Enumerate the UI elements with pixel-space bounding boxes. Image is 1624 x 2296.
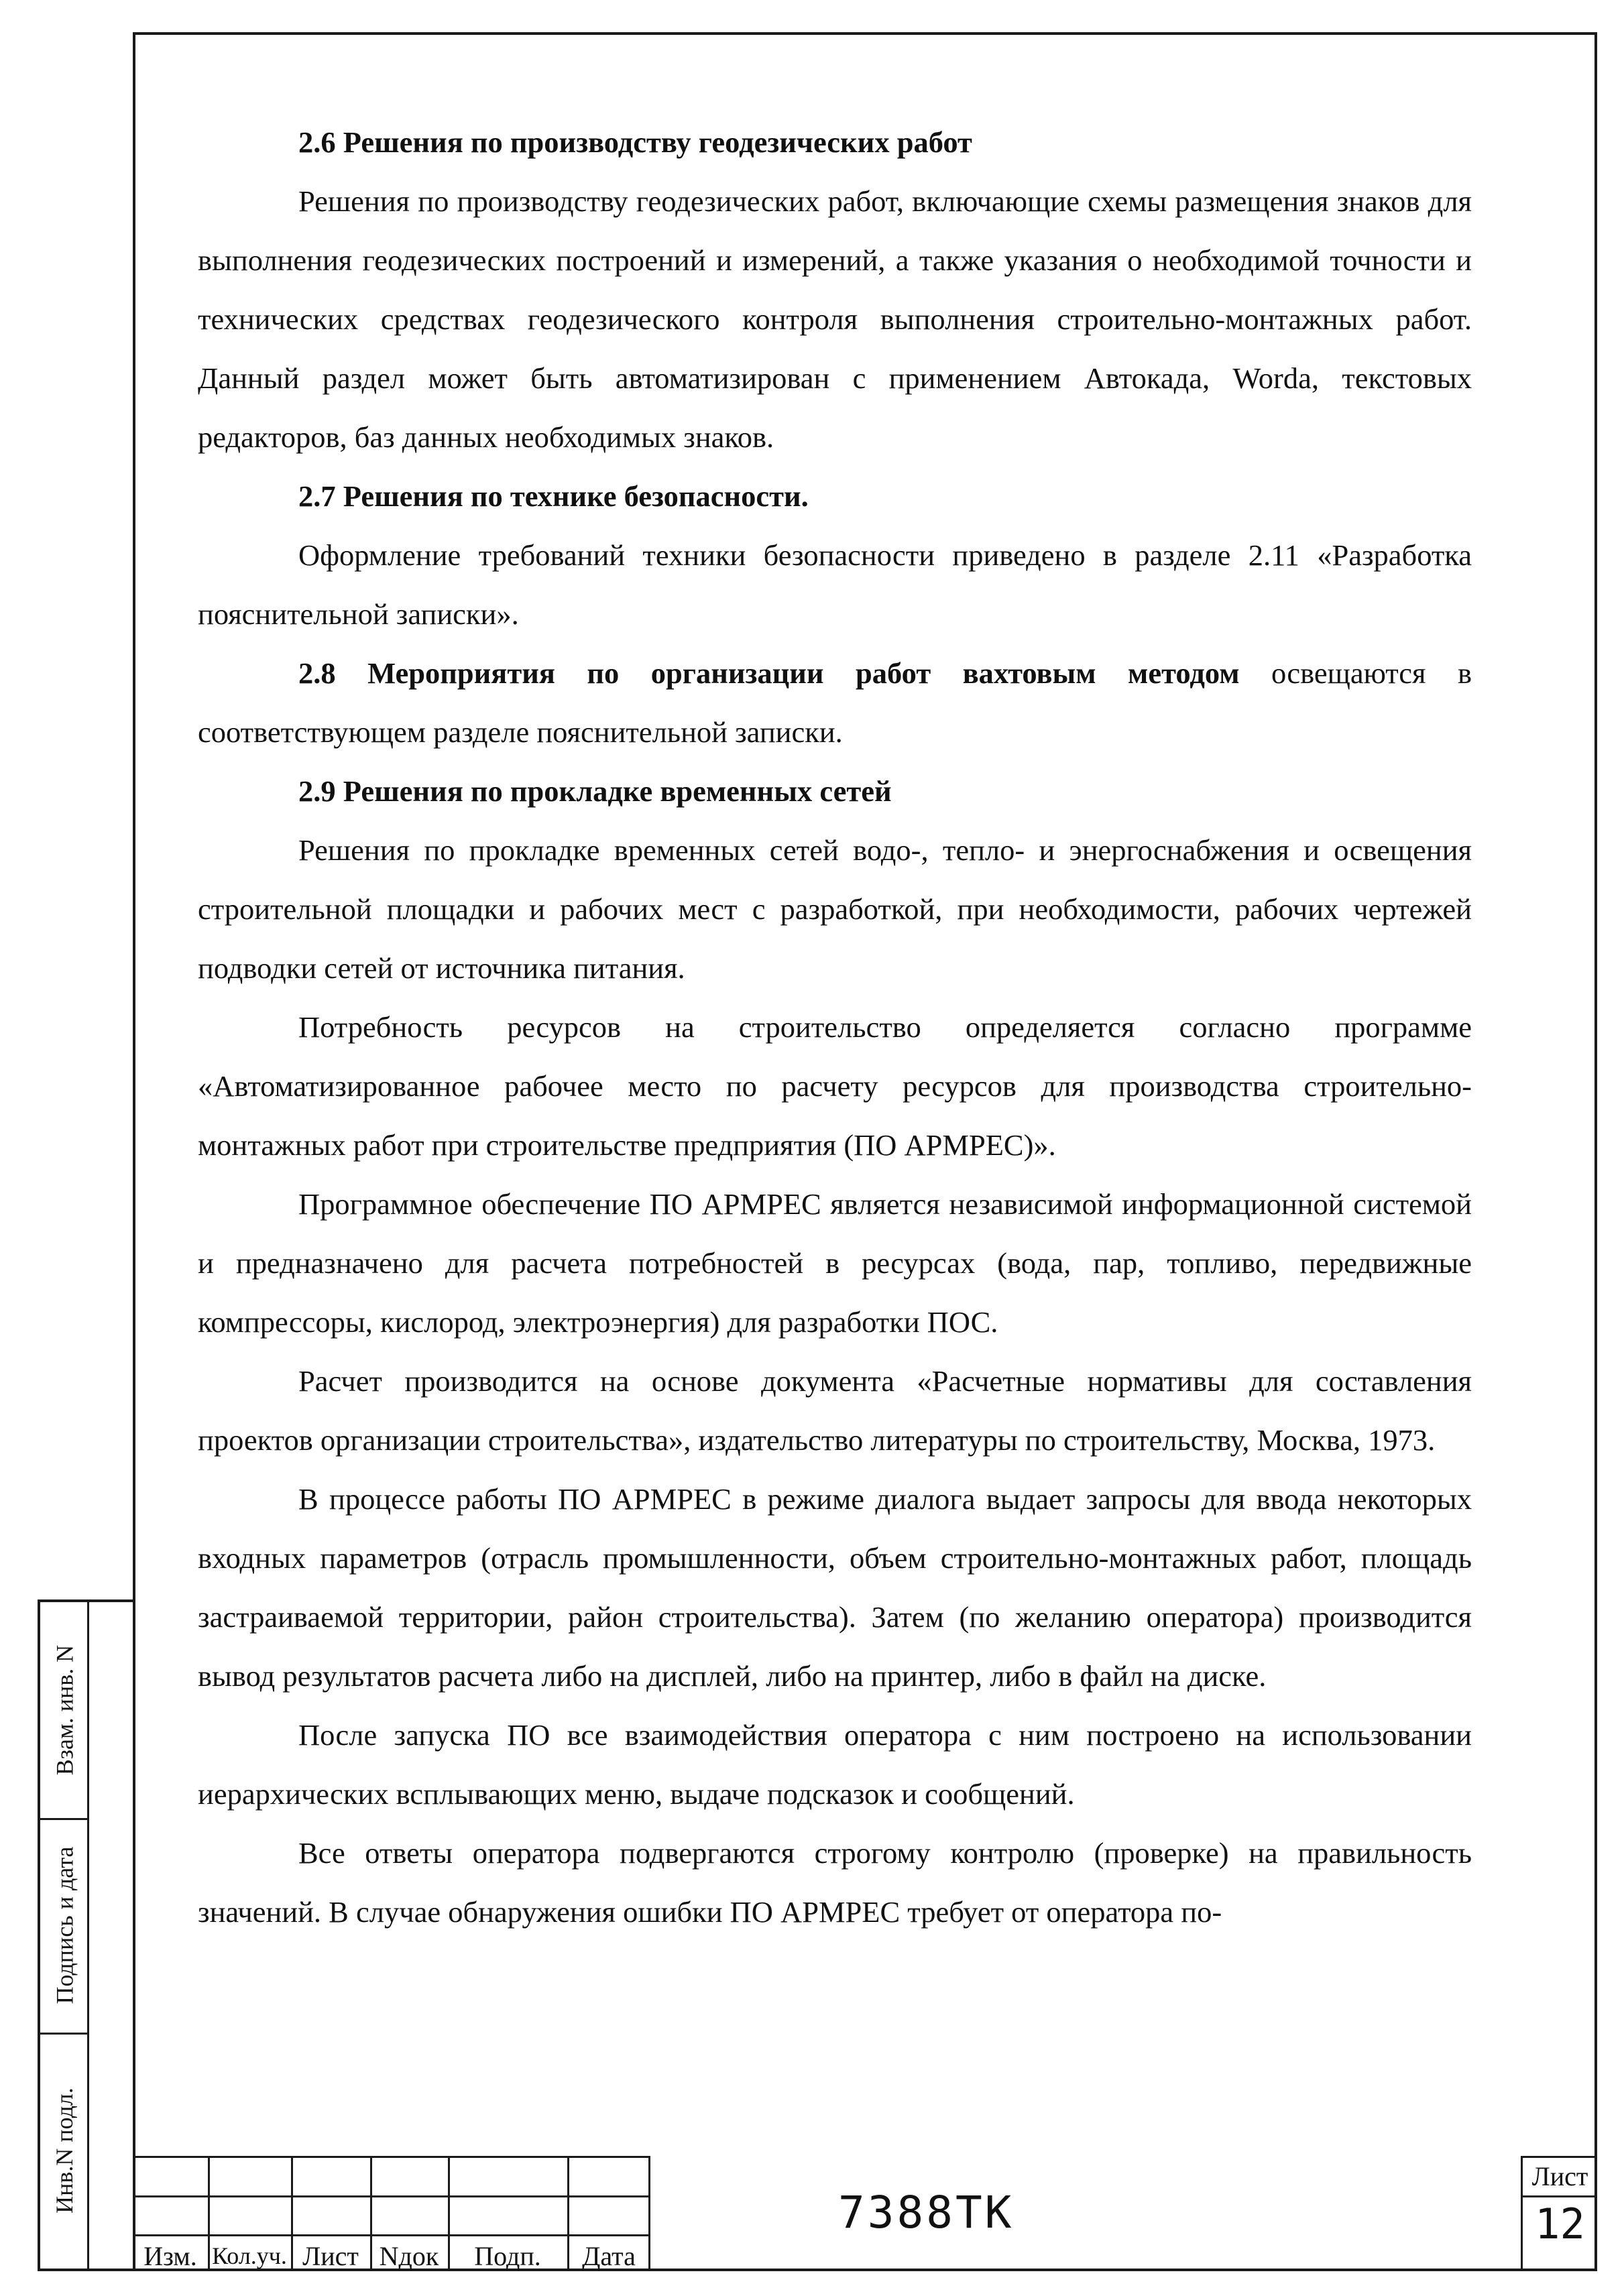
paragraph: После запуска ПО все взаимодействия оператора с ним построено на использовании иерархических всплывающих меню, выдаче подсказок и сообщений.	[198, 1718, 1472, 1811]
paragraph: Программное обеспечение ПО АРМРЕС является независимой информационной системой и предназначено для расчета потребностей в ресурсах (вода, пар, топливо, передвижные компрессоры, кислород, электроэнергия) для разработки ПОС.	[198, 1187, 1472, 1339]
col-izm: Изм.	[143, 2240, 197, 2271]
paragraph: Расчет производится на основе документа «Расчетные нормативы для составления проектов организации строительства», издательство литературы по строительству, Москва, 1973.	[198, 1364, 1472, 1457]
paragraph-text: освещаются в соответствующем разделе пояснительной записки.	[198, 656, 1472, 749]
col-data: Дата	[582, 2240, 636, 2271]
title-block-grid	[133, 2156, 650, 2271]
paragraph: Решения по прокладке временных сетей водо-, тепло- и энергоснабжения и освещения строительной площадки и рабочих мест с разработкой, при необходимости, рабочих чертежей подводки сетей от источника питания.	[198, 833, 1472, 985]
section-heading: 2.9 Решения по прокладке временных сетей	[298, 774, 892, 808]
document-number: 7388ТК	[838, 2187, 1014, 2238]
section-heading: 2.7 Решения по технике безопасности.	[298, 479, 809, 513]
col-kol-uch: Кол.уч.	[212, 2242, 287, 2269]
sheet-number: 12	[1535, 2199, 1585, 2248]
paragraph: В процессе работы ПО АРМРЕС в режиме диалога выдает запросы для ввода некоторых входных параметров (отрасль промышленности, объем строительно-монтажных работ, площадь застраиваемой территории, район строительства). Затем (по желанию оператора) производится вывод результатов расчета либо на дисплей, либо на принтер, либо в файл на диске.	[198, 1482, 1472, 1693]
paragraph: Оформление требований техники безопасности приведено в разделе 2.11 «Разработка пояснительной записки».	[198, 538, 1472, 631]
col-podp: Подп.	[474, 2240, 541, 2271]
vzam-inv-label: Взам. инв. N	[51, 1644, 78, 1776]
paragraph: Потребность ресурсов на строительство определяется согласно программе «Автоматизированное рабочее место по расчету ресурсов для производства строительно-монтажных работ при строительстве предприятия (ПО АРМРЕС)».	[198, 1010, 1472, 1162]
inv-original-label: Инв.N подл.	[51, 2088, 78, 2214]
paragraph: Решения по производству геодезических работ, включающие схемы размещения знаков для выполнения геодезических построений и измерений, а также указания о необходимой точности и технических средствах геодезического контроля выполнения строительно-монтажных работ. Данный раздел может быть автоматизирован с применением Автокада, Worda, текстовых редакторов, баз данных необходимых знаков.	[198, 184, 1472, 454]
side-stamp	[38, 1599, 133, 2271]
section-heading-inline: 2.8 Мероприятия по организации работ вахтовым методом	[298, 656, 1240, 690]
paragraph: Все ответы оператора подвергаются строгому контролю (проверке) на правильность значений. В случае обнаружения ошибки ПО АРМРЕС требует от оператора по-	[198, 1836, 1472, 1929]
sheet-box	[1521, 2156, 1597, 2271]
signature-date-label: Подпись и дата	[51, 1846, 78, 2004]
document-body	[198, 113, 1472, 1941]
col-list: Лист	[302, 2240, 359, 2271]
col-ndok: Nдок	[379, 2240, 439, 2271]
sheet-label: Лист	[1523, 2158, 1597, 2197]
section-heading: 2.6 Решения по производству геодезических работ	[298, 125, 972, 159]
paragraph	[198, 644, 1472, 762]
